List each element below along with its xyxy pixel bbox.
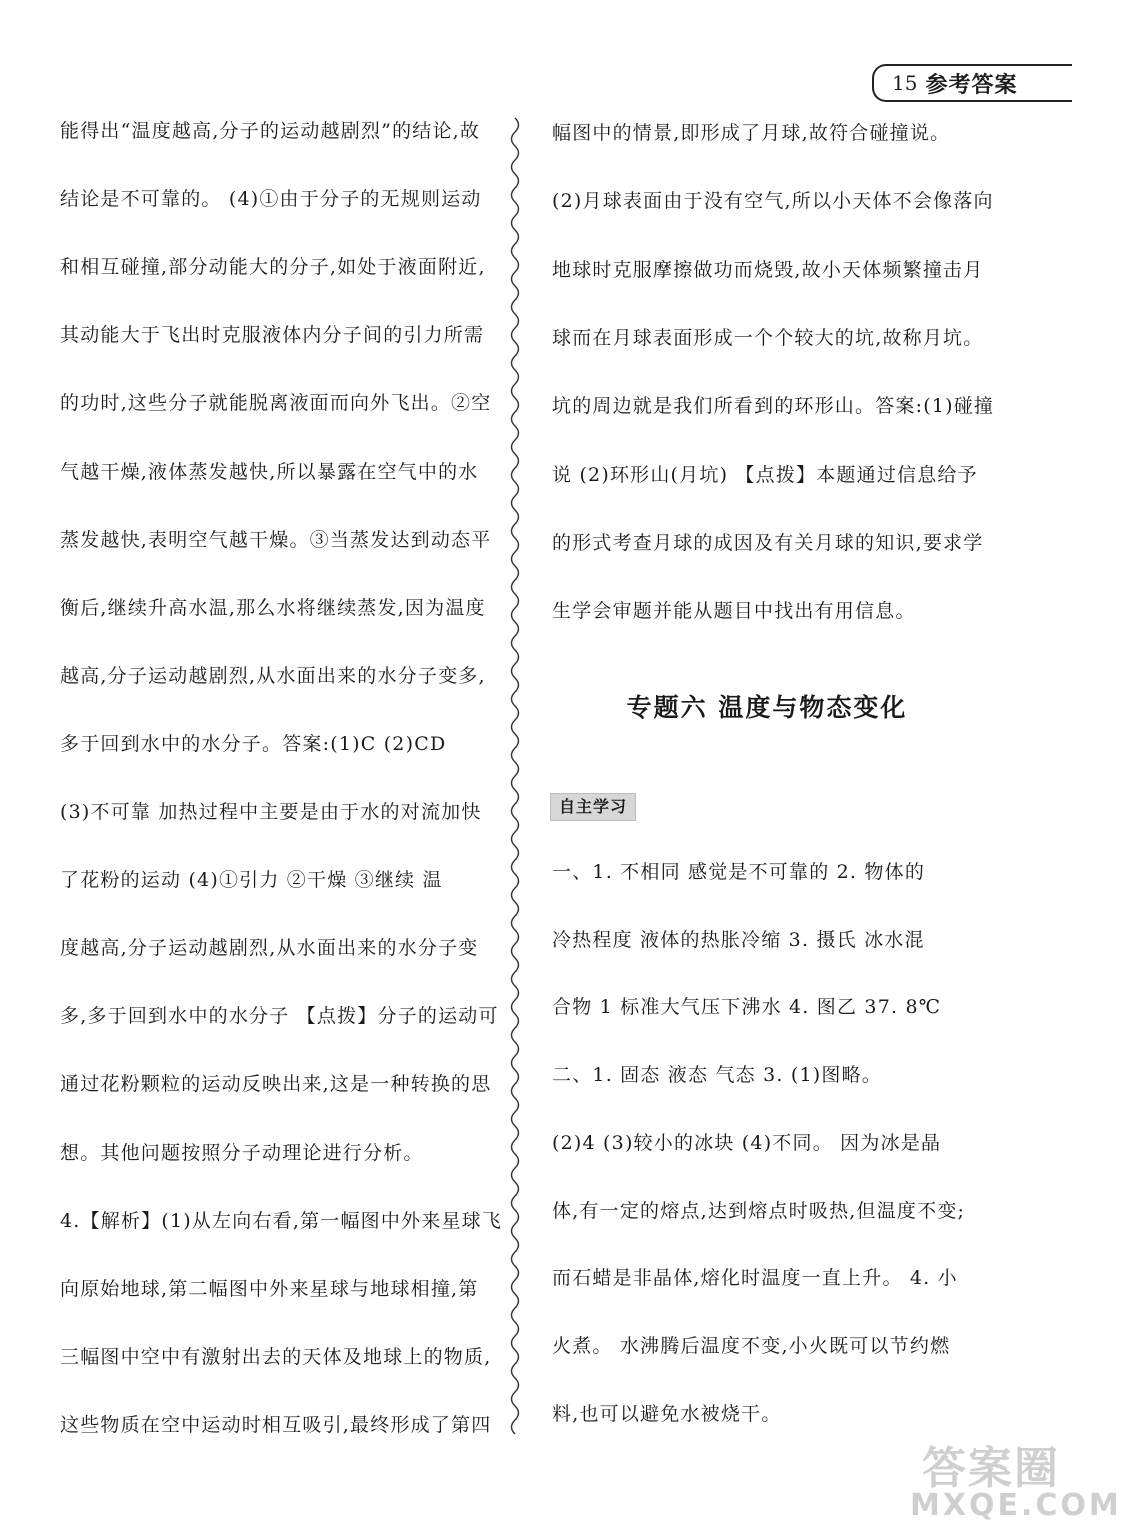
header-title: 参考答案 (925, 72, 1018, 98)
watermark-logo (900, 1430, 1122, 1530)
page-number: 15 (892, 71, 918, 95)
text-line: 而石蜡是非晶体,熔化时温度一直上升。 4. 小 (552, 1267, 958, 1290)
text-line: 一、1. 不相同 感觉是不可靠的 2. 物体的 (552, 861, 926, 883)
watermark-text-top: 答案圈 (922, 1443, 1060, 1494)
text-line: 合物 1 标准大气压下沸水 4. 图乙 37. 8℃ (552, 996, 942, 1019)
text-line: 多于回到水中的水分子。答案:(1)C (2)CD (60, 732, 447, 755)
text-line: 生学会审题并能从题目中找出有用信息。 (552, 600, 916, 623)
text-line: 通过花粉颗粒的运动反映出来,这是一种转换的思 (60, 1073, 492, 1096)
text-line: (3)不可靠 加热过程中主要是由于水的对流加快 (60, 801, 482, 823)
text-line: 地球时克服摩擦做功而烧毁,故小天体频繁撞击月 (552, 258, 984, 281)
page-header-tab (872, 64, 1072, 102)
text-line: 度越高,分子运动越剧烈,从水面出来的水分子变 (60, 937, 479, 960)
text-line: 球而在月球表面形成一个个较大的坑,故称月坑。 (552, 326, 984, 349)
text-line: 向原始地球,第二幅图中外来星球与地球相撞,第 (60, 1277, 479, 1300)
text-line: 能得出“温度越高,分子的运动越剧烈”的结论,故 (60, 120, 481, 142)
text-line: 三幅图中空中有激射出去的天体及地球上的物质, (60, 1345, 492, 1368)
text-line: 多,多于回到水中的水分子 【点拨】分子的运动可 (60, 1005, 499, 1028)
text-line: 料,也可以避免水被烧干。 (552, 1402, 782, 1425)
text-line: 冷热程度 液体的热胀冷缩 3. 摄氏 冰水混 (552, 928, 925, 951)
text-line: 体,有一定的熔点,达到熔点时吸热,但温度不变; (552, 1199, 966, 1222)
text-line: 结论是不可靠的。 (4)①由于分子的无规则运动 (60, 188, 482, 211)
text-line: 这些物质在空中运动时相互吸引,最终形成了第四 (60, 1413, 492, 1436)
text-line: (2)月球表面由于没有空气,所以小天体不会像落向 (552, 190, 994, 213)
text-line: 的功时,这些分子就能脱离液面而向外飞出。②空 (60, 392, 492, 415)
watermark-text-bottom: MXQE.COM (910, 1488, 1122, 1523)
text-line: 火煮。 水沸腾后温度不变,小火既可以节约燃 (552, 1334, 951, 1357)
study-section-badge: 自主学习 (550, 793, 636, 821)
text-line: 蒸发越快,表明空气越干燥。③当蒸发达到动态平 (60, 528, 492, 551)
text-line: 4.【解析】(1)从左向右看,第一幅图中外来星球飞 (60, 1209, 503, 1232)
text-line: 气越干燥,液体蒸发越快,所以暴露在空气中的水 (60, 460, 479, 483)
text-line: 其动能大于飞出时克服液体内分子间的引力所需 (60, 324, 485, 347)
text-line: 衡后,继续升高水温,那么水将继续蒸发,因为温度 (60, 596, 486, 619)
text-line: 幅图中的情景,即形成了月球,故符合碰撞说。 (552, 122, 951, 144)
text-line: 越高,分子运动越剧烈,从水面出来的水分子变多, (60, 664, 486, 687)
column-divider-wavy (500, 118, 530, 1428)
text-line: 说 (2)环形山(月坑) 【点拨】本题通过信息给予 (552, 463, 978, 486)
text-line: 想。其他问题按照分子动理论进行分析。 (60, 1141, 424, 1164)
text-line: 了花粉的运动 (4)①引力 ②干燥 ③继续 温 (60, 869, 443, 892)
section-title: 专题六 温度与物态变化 (626, 693, 908, 722)
text-line: 和相互碰撞,部分动能大的分子,如处于液面附近, (60, 256, 486, 279)
text-line: 二、1. 固态 液态 气态 3. (1)图略。 (552, 1064, 882, 1087)
text-line: 的形式考查月球的成因及有关月球的知识,要求学 (552, 531, 984, 554)
text-line: (2)4 (3)较小的冰块 (4)不同。 因为冰是晶 (552, 1131, 942, 1154)
text-line: 坑的周边就是我们所看到的环形山。答案:(1)碰撞 (552, 395, 995, 418)
